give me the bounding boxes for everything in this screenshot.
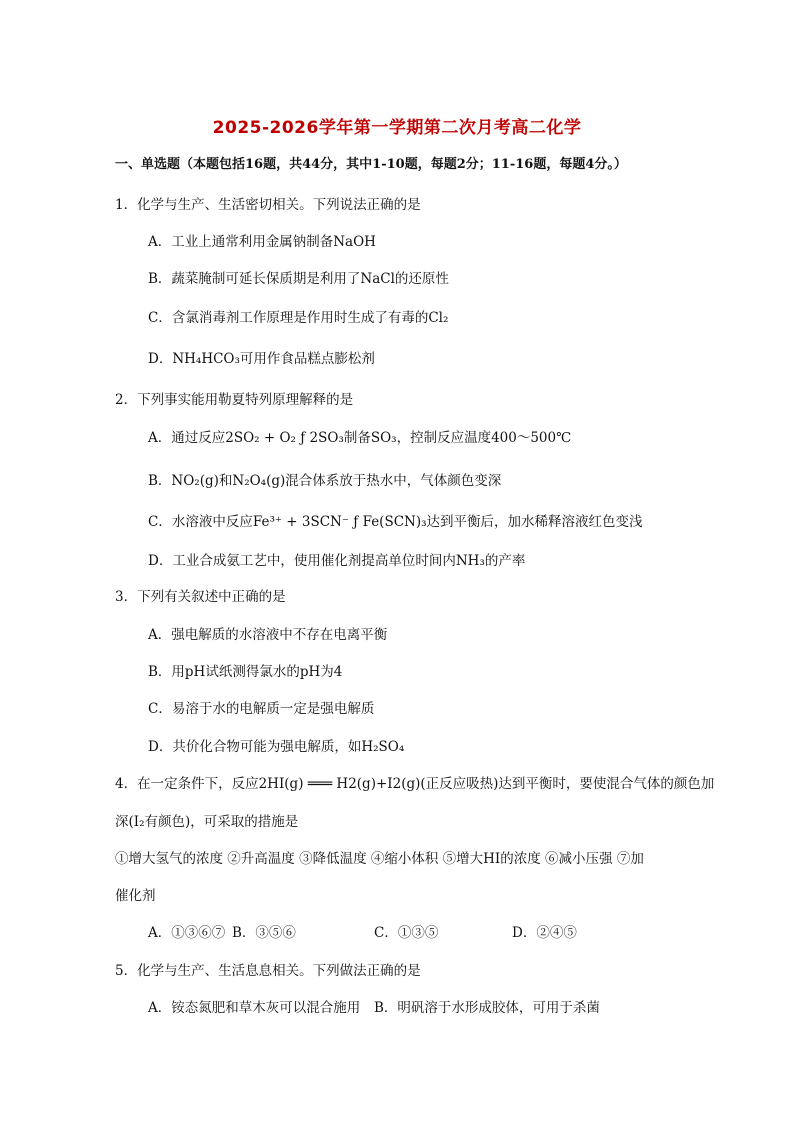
question-2-option-b: B．NO₂(g)和N₂O₄(g)混合体系放于热水中，气体颜色变深: [148, 473, 502, 489]
question-2-option-c: C．水溶液中反应Fe³⁺ + 3SCN⁻ ƒ Fe(SCN)₃达到平衡后，加水稀释溶液红色变浅: [148, 514, 643, 530]
question-1-option-a: A．工业上通常利用金属钠制备NaOH: [148, 234, 376, 250]
question-3-option-a: A．强电解质的水溶液中不存在电离平衡: [148, 627, 388, 643]
question-4-option-b: B．③⑤⑥: [232, 925, 296, 941]
question-1-option-b: B．蔬菜腌制可延长保质期是利用了NaCl的还原性: [148, 271, 449, 287]
question-3-option-c: C．易溶于水的电解质一定是强电解质: [148, 701, 375, 717]
question-4-option-d: D．②④⑤: [512, 925, 577, 941]
question-3-option-d: D．共价化合物可能为强电解质，如H₂SO₄: [148, 739, 405, 755]
question-3-option-b: B．用pH试纸测得氯水的pH为4: [148, 664, 343, 680]
question-1-option-d: D．NH₄HCO₃可用作食品糕点膨松剂: [148, 351, 375, 367]
question-5-option-a: A．铵态氮肥和草木灰可以混合施用: [148, 1000, 361, 1016]
question-4-option-a: A．①③⑥⑦: [148, 925, 226, 941]
question-2-stem: 2．下列事实能用勒夏特列原理解释的是: [115, 392, 354, 408]
question-4-stem-line-1: 4．在一定条件下，反应2HI(g) ═══ H2(g)+I2(g)(正反应吸热)达到平衡时，要使混合气体的颜色加: [115, 776, 715, 792]
question-2-option-d: D．工业合成氨工艺中，使用催化剂提高单位时间内NH₃的产率: [148, 553, 526, 569]
question-1-option-c: C．含氯消毒剂工作原理是作用时生成了有毒的Cl₂: [148, 310, 449, 326]
question-3-stem: 3．下列有关叙述中正确的是: [115, 589, 286, 605]
question-5-option-b: B．明矾溶于水形成胶体，可用于杀菌: [374, 1000, 600, 1016]
question-5-stem: 5．化学与生产、生活息息相关。下列做法正确的是: [115, 963, 421, 979]
question-4-measures-line-2: 催化剂: [115, 888, 156, 904]
question-4-option-c: C．①③⑤: [374, 925, 439, 941]
question-4-measures-line-1: ①增大氢气的浓度 ②升高温度 ③降低温度 ④缩小体积 ⑤增大HI的浓度 ⑥减小压强 ⑦加: [115, 851, 644, 867]
question-2-option-a: A．通过反应2SO₂ + O₂ ƒ 2SO₃制备SO₃，控制反应温度400～500℃: [148, 430, 572, 446]
exam-title: 2025-2026学年第一学期第二次月考高二化学: [212, 118, 582, 138]
section-heading: 一、单选题（本题包括16题，共44分，其中1-10题，每题2分；11-16题，每题4分。）: [115, 157, 627, 172]
question-1-stem: 1．化学与生产、生活密切相关。下列说法正确的是: [115, 197, 421, 213]
question-4-stem-line-2: 深(I₂有颜色)，可采取的措施是: [115, 814, 299, 830]
